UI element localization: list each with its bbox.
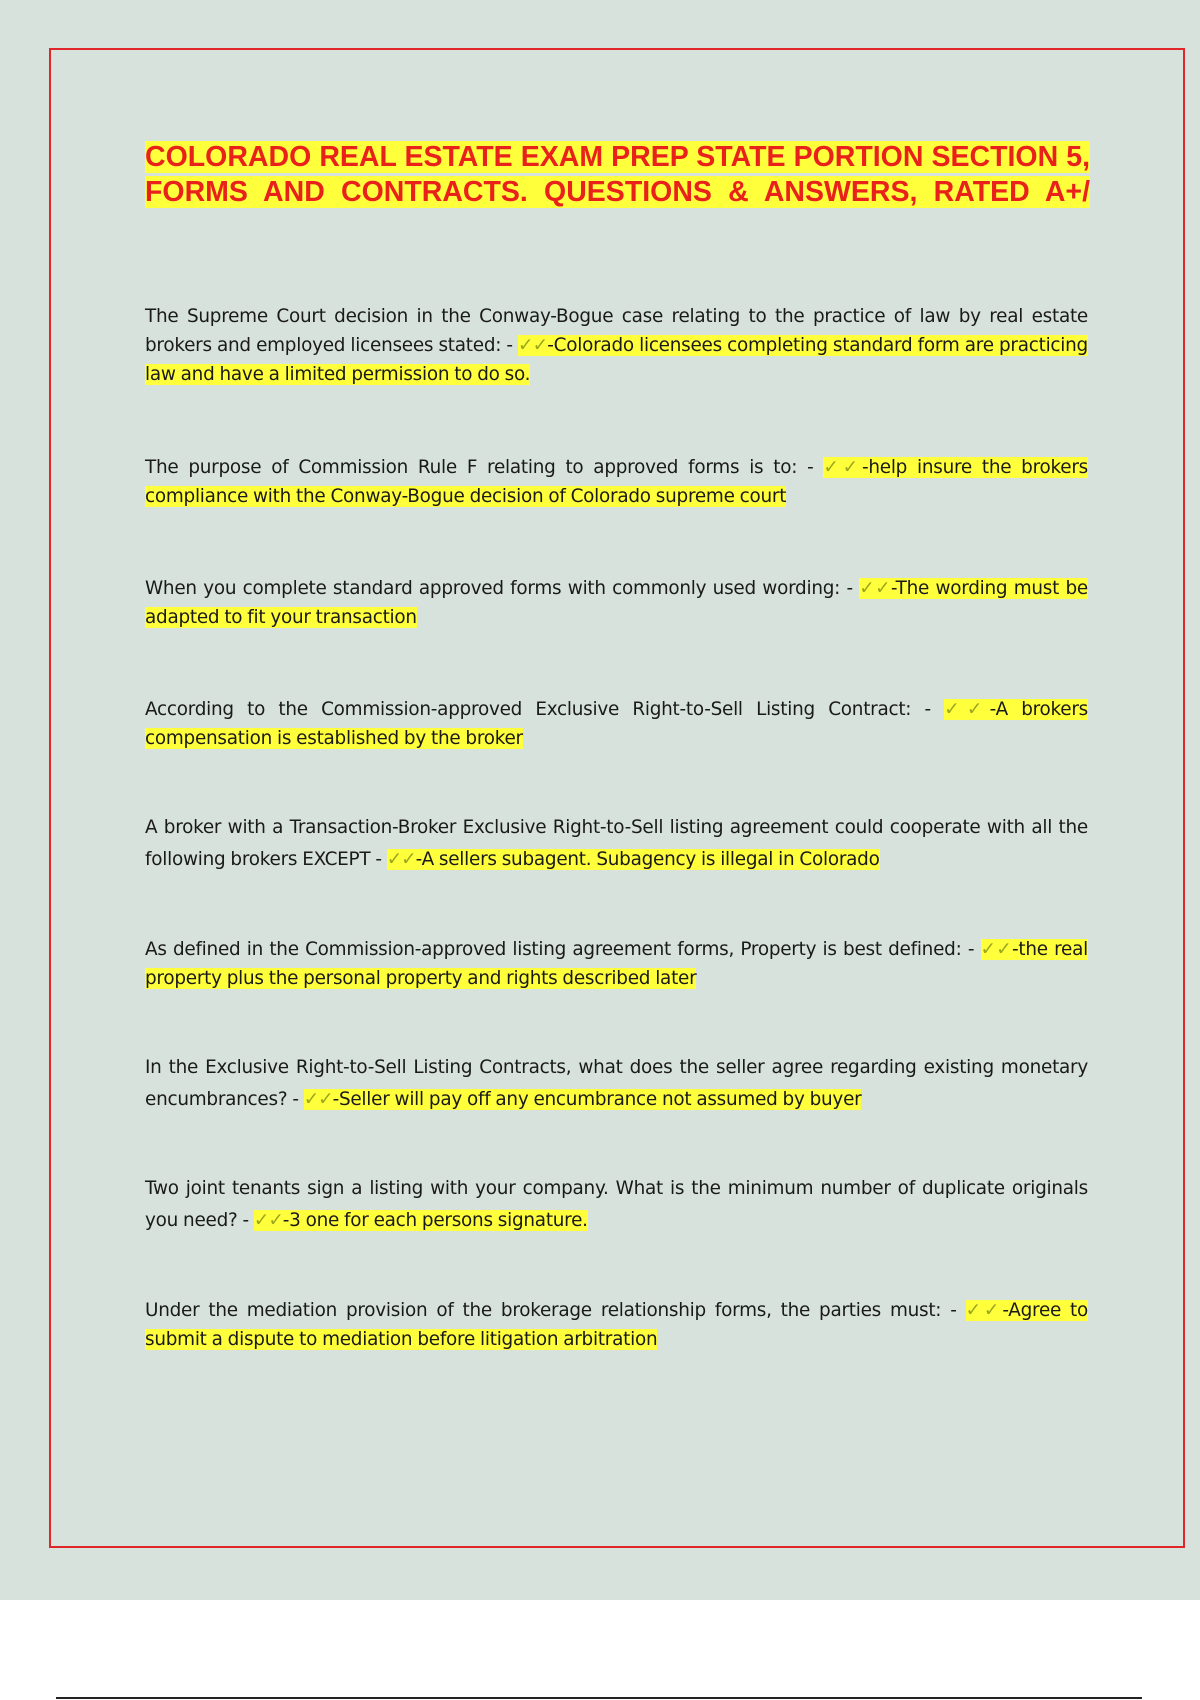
double-check-icon: ✓✓ <box>518 335 548 356</box>
document-title <box>145 140 1090 210</box>
qa-separator: - <box>840 578 860 599</box>
qa-item <box>145 935 1088 993</box>
qa-separator: - <box>237 1210 254 1231</box>
qa-item <box>145 302 1088 389</box>
answer-text <box>304 1089 862 1110</box>
qa-separator: - <box>287 1089 304 1110</box>
double-check-icon: ✓✓ <box>823 457 862 478</box>
qa-separator: - <box>797 457 824 478</box>
double-check-icon: ✓✓ <box>944 699 990 720</box>
double-check-icon: ✓✓ <box>980 939 1012 960</box>
question-text: According to the Commission-approved Exclusive Right-to-Sell Listing Contract: <box>145 699 912 720</box>
answer-body: -The wording must be adapted to fit your transaction <box>145 578 1088 628</box>
double-check-icon: ✓✓ <box>303 1089 333 1110</box>
qa-item <box>145 574 1088 632</box>
qa-item <box>145 1296 1088 1354</box>
qa-item <box>145 695 1088 753</box>
qa-separator: - <box>911 699 945 720</box>
answer-body: -Seller will pay off any encumbrance not assumed by buyer <box>332 1089 862 1110</box>
qa-item <box>145 453 1088 511</box>
answer-body: -A sellers subagent. Subagency is illegal in Colorado <box>415 849 880 870</box>
double-check-icon: ✓✓ <box>859 578 891 599</box>
answer-body: -3 one for each persons signature. <box>282 1210 588 1231</box>
answer-body: -help insure the brokers compliance with the Conway-Bogue decision of Colorado supreme court <box>145 457 1088 507</box>
answer-text <box>387 849 880 870</box>
qa-separator: - <box>501 335 519 356</box>
double-check-icon: ✓✓ <box>386 849 416 870</box>
answer-body: -the real property plus the personal property and rights described later <box>145 939 1088 989</box>
qa-separator: - <box>370 849 387 870</box>
qa-separator: - <box>961 939 981 960</box>
question-text: Under the mediation provision of the brokerage relationship forms, the parties must: <box>145 1300 942 1321</box>
qa-item <box>145 812 1088 876</box>
answer-body: -Colorado licensees completing standard form are practicing law and have a limited permission to do so. <box>145 335 1088 385</box>
document-title-text: COLORADO REAL ESTATE EXAM PREP STATE PORTION SECTION 5, FORMS AND CONTRACTS. QUESTIONS & ANSWERS, RATED A+/ <box>145 141 1090 208</box>
answer-body: -A brokers compensation is established by the broker <box>145 699 1088 749</box>
question-text: In the Exclusive Right-to-Sell Listing Contracts, what does the seller agree regarding existing monetary encumbrances? <box>145 1057 1088 1110</box>
qa-separator: - <box>941 1300 966 1321</box>
qa-item <box>145 1173 1088 1237</box>
answer-body: -Agree to submit a dispute to mediation before litigation arbitration <box>145 1300 1089 1350</box>
question-text: As defined in the Commission-approved listing agreement forms, Property is best defined: <box>145 939 962 960</box>
question-text: When you complete standard approved forms with commonly used wording: <box>145 578 841 599</box>
question-text: The Supreme Court decision in the Conway-Bogue case relating to the practice of law by real estate brokers and employed licensees stated: <box>145 306 1088 356</box>
qa-item <box>145 1052 1088 1116</box>
double-check-icon: ✓✓ <box>253 1210 283 1231</box>
question-text: The purpose of Commission Rule F relating to approved forms is to: <box>145 457 798 478</box>
double-check-icon: ✓✓ <box>965 1300 1003 1321</box>
answer-text <box>254 1210 588 1231</box>
bottom-divider <box>56 1697 1142 1699</box>
question-text: A broker with a Transaction-Broker Exclusive Right-to-Sell listing agreement could cooperate with all the following brokers EXCEPT <box>145 817 1088 870</box>
question-text: Two joint tenants sign a listing with your company. What is the minimum number of duplicate originals you need? <box>145 1178 1088 1231</box>
